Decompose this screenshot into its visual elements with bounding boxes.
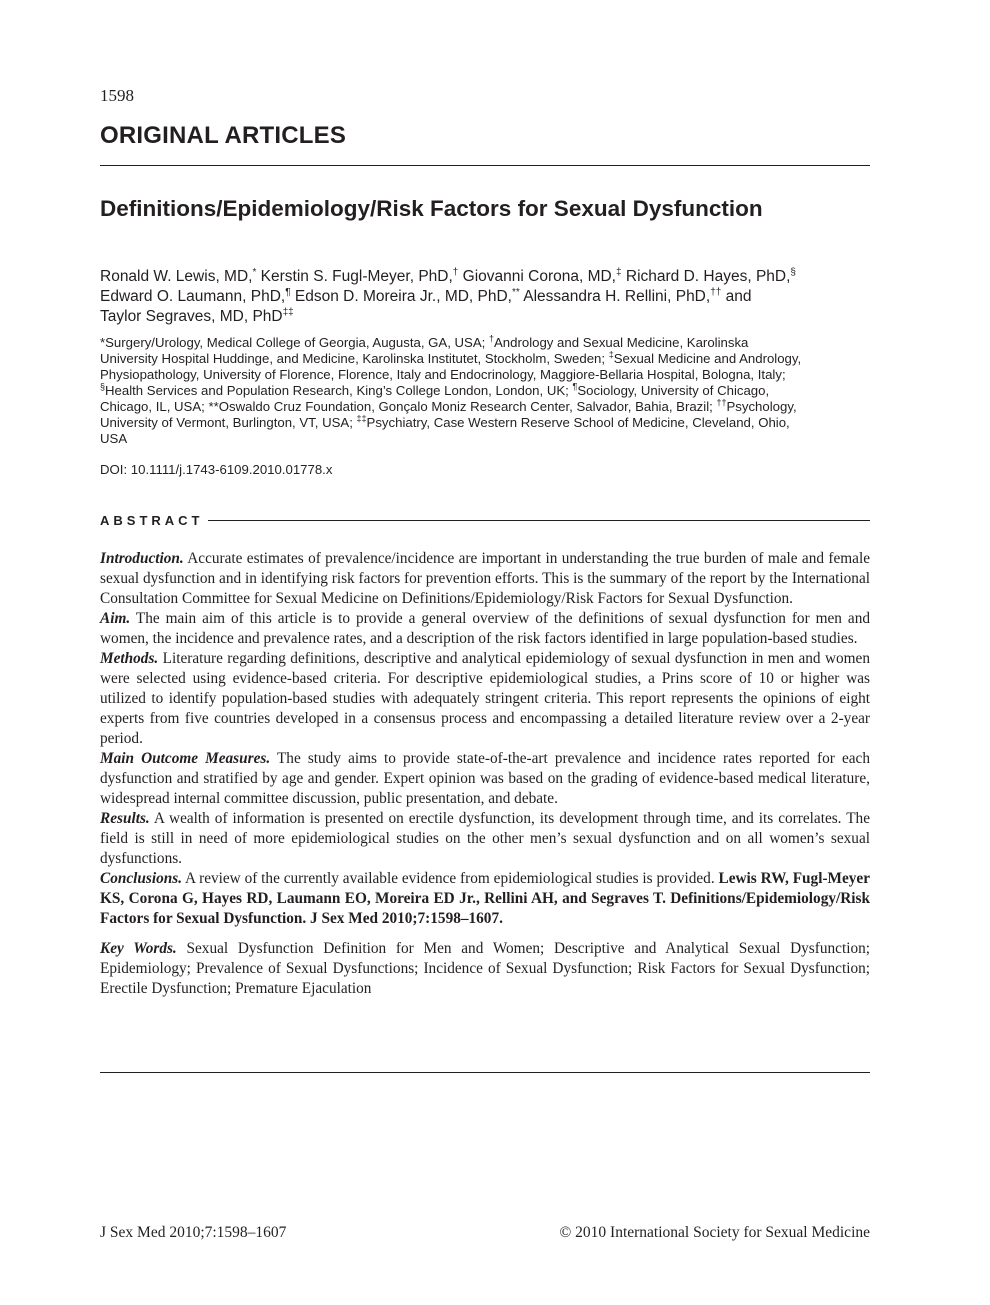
key-words	[100, 939, 870, 999]
author-mark: ‡‡	[282, 306, 294, 318]
section-text: A review of the currently available evidence from epidemiological studies is provided.	[182, 870, 719, 887]
affiliation-text: University Hospital Huddinge, and Medicine, Karolinska Institutet, Stockholm, Sweden;	[100, 351, 609, 366]
abstract-header	[100, 513, 870, 528]
author-list	[100, 267, 875, 327]
author-name: Richard D. Hayes, PhD,	[621, 268, 791, 285]
author-name: Alessandra H. Rellini, PhD,	[519, 288, 711, 305]
affiliation-text: *Surgery/Urology, Medical College of Georgia, Augusta, GA, USA;	[100, 335, 489, 350]
author-line-3	[100, 307, 875, 327]
author-mark: **	[512, 286, 520, 298]
author-mark: *	[252, 266, 257, 278]
affiliation-line	[100, 399, 875, 415]
abstract-divider	[208, 520, 871, 521]
affiliation-text: Sexual Medicine and Andrology,	[613, 351, 802, 366]
footer-journal-citation: J Sex Med 2010;7:1598–1607	[100, 1224, 287, 1241]
affiliation-text: USA	[100, 431, 128, 446]
affiliation-mark: ††	[716, 397, 727, 408]
author-mark: §	[790, 266, 796, 278]
section-label: Aim.	[100, 610, 131, 627]
affiliation-text: Sociology, University of Chicago,	[577, 383, 770, 398]
section-text: The main aim of this article is to provide a general overview of the definitions of sexual dysfunction for men and women, the incidence and prevalence rates, and a description of the risk factors identified in large population-based studies.	[100, 610, 870, 647]
abstract-methods	[100, 649, 870, 749]
footer-copyright: © 2010 International Society for Sexual Medicine	[559, 1224, 870, 1241]
affiliation-line	[100, 351, 875, 367]
author-mark: †	[452, 266, 459, 278]
affiliation-text: Psychiatry, Case Western Reserve School of Medicine, Cleveland, Ohio,	[366, 415, 790, 430]
affiliation-text: Physiopathology, University of Florence, Florence, Italy and Endocrinology, Maggiore-Bellaria Hospital, Bologna, Italy;	[100, 367, 786, 382]
author-name: Taylor Segraves, MD, PhD	[100, 308, 283, 325]
author-name: Kerstin S. Fugl-Meyer, PhD,	[256, 268, 453, 285]
affiliation-line	[100, 431, 875, 447]
affiliation-line	[100, 383, 875, 399]
affiliation-line	[100, 335, 875, 351]
section-text: Accurate estimates of prevalence/incidence are important in understanding the true burden of male and female sexual dysfunction and in identifying risk factors for prevention efforts. This is the summary of the report by the International Consultation Committee for Sexual Medicine on Definitions/Epidemiology/Risk Factors for Sexual Dysfunction.	[100, 550, 870, 607]
section-label: Main Outcome Measures.	[100, 750, 271, 767]
section-label: Key Words.	[100, 940, 177, 957]
affiliation-mark: ‡‡	[356, 413, 367, 424]
author-line-1	[100, 267, 875, 287]
affiliation-line	[100, 367, 875, 383]
affiliation-text: Andrology and Sexual Medicine, Karolinska	[494, 335, 749, 350]
section-heading: ORIGINAL ARTICLES	[100, 122, 347, 149]
section-text: A wealth of information is presented on erectile dysfunction, its development through time, and its correlates. The field is still in need of more epidemiological studies on the other men’s sexual dysfunction and on all women’s sexual dysfunctions.	[100, 810, 870, 867]
section-text: The study aims to provide state-of-the-art prevalence and incidence rates reported for each dysfunction and stratified by age and gender. Expert opinion was based on the grading of evidence-based medical literature, widespread internal committee discussion, public presentation, and debate.	[100, 750, 870, 807]
page-number: 1598	[100, 86, 134, 105]
author-name: Edson D. Moreira Jr., MD, PhD,	[290, 288, 512, 305]
section-label: Methods.	[100, 650, 159, 667]
citation: Lewis RW, Fugl-Meyer KS, Corona G, Hayes RD, Laumann EO, Moreira ED Jr., Rellini AH, and Segraves T. Definitions/Epidemiology/Risk Factors for Sexual Dysfunction. J Sex Med 2010;7:1598–1607.	[100, 870, 870, 927]
section-label: Conclusions.	[100, 870, 183, 887]
author-mark: ‡	[616, 266, 622, 278]
affiliation-text: University of Vermont, Burlington, VT, USA;	[100, 415, 357, 430]
abstract-results	[100, 809, 870, 869]
doi-link[interactable]: DOI: 10.1111/j.1743-6109.2010.01778.x	[100, 462, 333, 477]
author-name: Ronald W. Lewis, MD,	[100, 268, 253, 285]
author-line-2	[100, 287, 875, 307]
abstract-label: ABSTRACT	[100, 513, 204, 528]
affiliation-text: Chicago, IL, USA; **Oswaldo Cruz Foundation, Gonçalo Moniz Research Center, Salvador, Bahia, Brazil;	[100, 399, 717, 414]
bottom-divider	[100, 1072, 870, 1073]
affiliations	[100, 335, 875, 447]
author-name: Giovanni Corona, MD,	[458, 268, 616, 285]
section-label: Results.	[100, 810, 150, 827]
author-name: Edward O. Laumann, PhD,	[100, 288, 286, 305]
article-title: Definitions/Epidemiology/Risk Factors for Sexual Dysfunction	[100, 196, 763, 221]
abstract-introduction	[100, 549, 870, 609]
abstract-main-outcome-measures	[100, 749, 870, 809]
abstract-aim	[100, 609, 870, 649]
author-conjunction: and	[721, 288, 752, 305]
top-divider	[100, 165, 870, 166]
affiliation-mark: ‡	[608, 349, 614, 360]
abstract-body	[100, 549, 870, 999]
abstract-conclusions	[100, 869, 870, 929]
affiliation-mark: †	[488, 333, 494, 344]
affiliation-line	[100, 415, 875, 431]
affiliation-text: Health Services and Population Research, King’s College London, London, UK;	[105, 383, 573, 398]
author-mark: ¶	[285, 286, 291, 298]
author-mark: ††	[710, 286, 722, 298]
affiliation-text: Psychology,	[726, 399, 797, 414]
affiliation-mark: §	[100, 381, 106, 392]
affiliation-mark: ¶	[572, 381, 578, 392]
section-label: Introduction.	[100, 550, 184, 567]
section-text: Sexual Dysfunction Definition for Men and Women; Descriptive and Analytical Sexual Dysfunction; Epidemiology; Prevalence of Sexual Dysfunctions; Incidence of Sexual Dysfunction; Risk Factors for Sexual Dysfunction; Erectile Dysfunction; Premature Ejaculation	[100, 940, 870, 997]
section-text: Literature regarding definitions, descriptive and analytical epidemiology of sexual dysfunction in men and women were selected using evidence-based criteria. For descriptive epidemiological studies, a Prins score of 10 or higher was utilized to identify population-based studies with adequately stringent criteria. This report represents the opinions of eight experts from five countries developed in a consensus process and encompassing a detailed literature review over a 2-year period.	[100, 650, 870, 747]
